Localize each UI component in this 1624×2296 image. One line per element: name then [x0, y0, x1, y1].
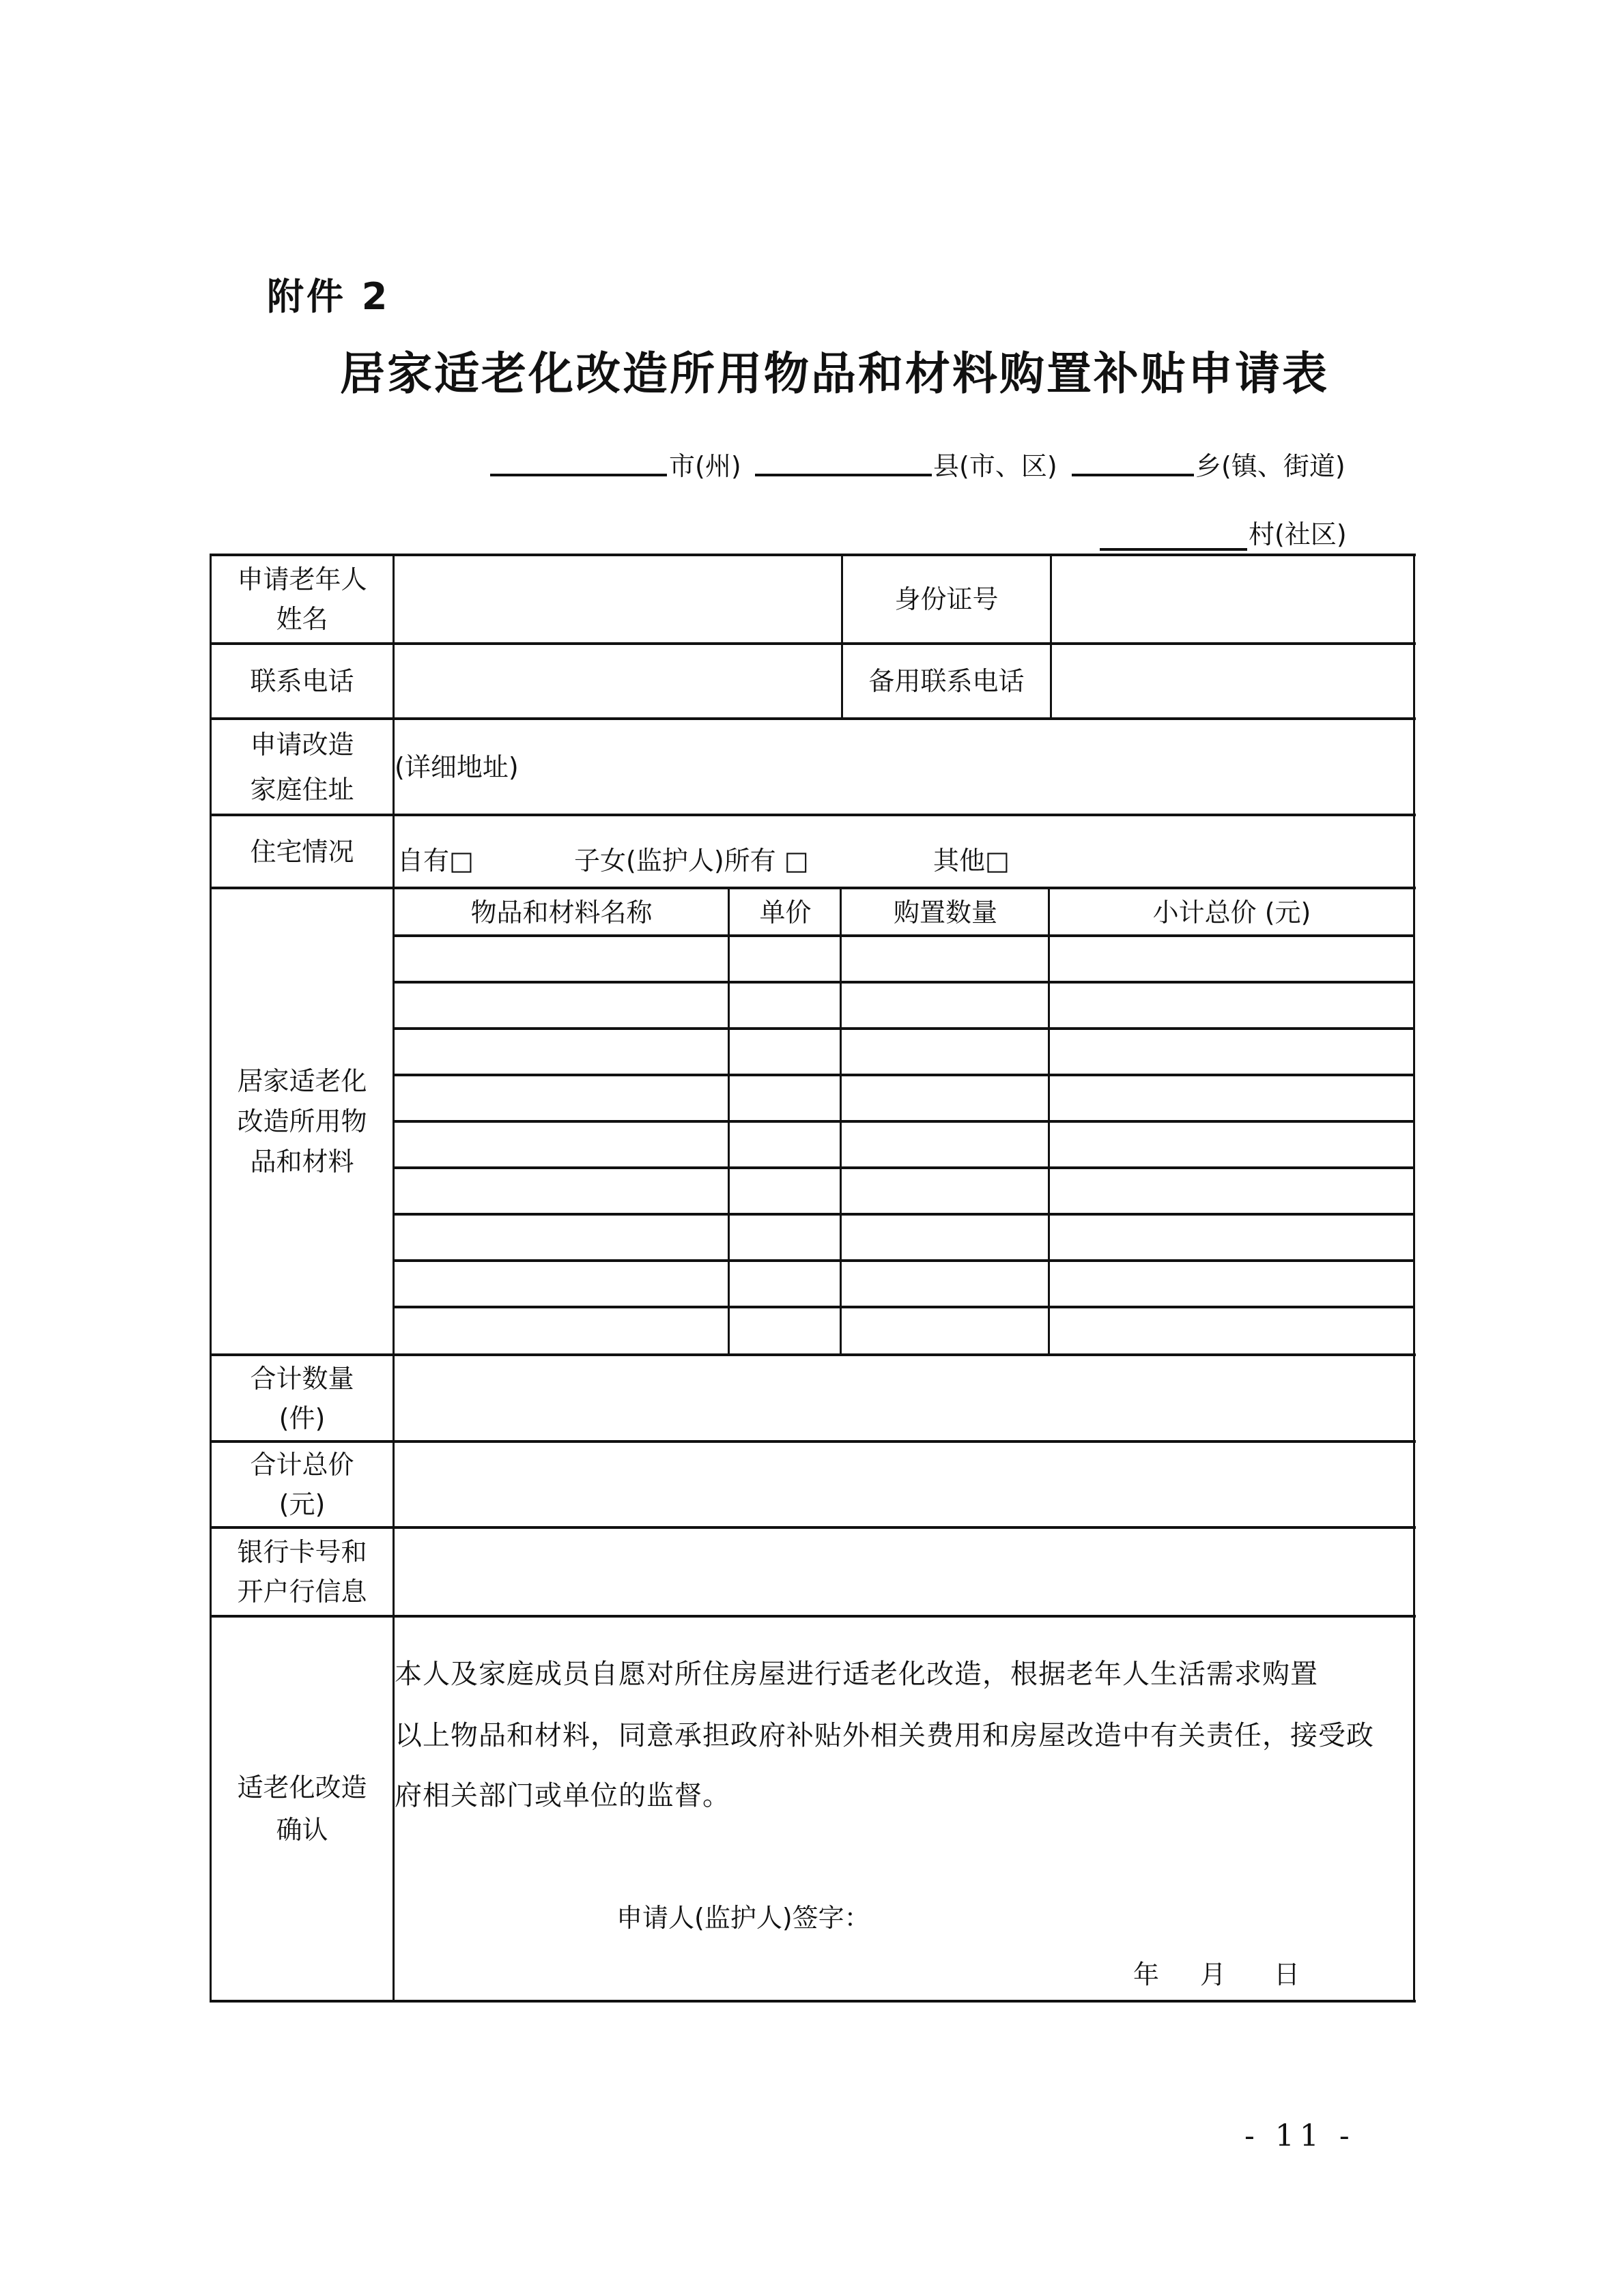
- id-number-label: 身份证号: [894, 584, 999, 614]
- village-label: 村(社区): [1249, 519, 1347, 549]
- quantity-cell[interactable]: [842, 1031, 1046, 1073]
- total-price-field[interactable]: [395, 1443, 1413, 1526]
- item-name-cell[interactable]: [395, 1123, 726, 1166]
- subtotal-cell[interactable]: [1051, 1263, 1412, 1305]
- unit-price-cell[interactable]: [730, 938, 838, 980]
- housing-label: 住宅情况: [250, 836, 354, 867]
- unit-price-cell[interactable]: [730, 1263, 838, 1305]
- confirm-text-line: 本人及家庭成员自愿对所住房屋进行适老化改造，根据老年人生活需求购置: [395, 1659, 1318, 1690]
- table-border-right: [1413, 554, 1415, 2003]
- materials-row-divider: [393, 1027, 1414, 1030]
- materials-col-subtotal: 小计总价 (元): [1152, 898, 1311, 928]
- date-month-label: 月: [1200, 1960, 1227, 1990]
- date-day-label: 日: [1274, 1960, 1300, 1990]
- item-name-cell[interactable]: [395, 938, 726, 980]
- subtotal-cell[interactable]: [1051, 1170, 1412, 1212]
- unit-price-cell[interactable]: [730, 1031, 838, 1073]
- unit-price-cell[interactable]: [730, 1170, 838, 1212]
- materials-row-divider: [393, 1074, 1414, 1076]
- total-quantity-label: 合计数量 (件): [250, 1363, 354, 1433]
- total-quantity-field[interactable]: [395, 1356, 1413, 1440]
- quantity-cell[interactable]: [842, 938, 1046, 980]
- subtotal-cell[interactable]: [1051, 938, 1412, 980]
- attachment-label: 附件 2: [267, 275, 390, 318]
- unit-price-cell[interactable]: [730, 1309, 838, 1351]
- housing-option-own[interactable]: 自有□: [397, 846, 474, 876]
- materials-col-unit-price: 单价: [759, 898, 812, 928]
- quantity-cell[interactable]: [842, 1216, 1046, 1259]
- item-name-cell[interactable]: [395, 1263, 726, 1305]
- materials-row-divider: [393, 1213, 1414, 1216]
- housing-option-children[interactable]: 子女(监护人)所有 □: [574, 846, 809, 876]
- city-blank[interactable]: [490, 474, 667, 476]
- id-number-field[interactable]: [1052, 556, 1413, 642]
- unit-price-cell[interactable]: [730, 1216, 838, 1259]
- subtotal-cell[interactable]: [1051, 1077, 1412, 1119]
- quantity-cell[interactable]: [842, 1263, 1046, 1305]
- unit-price-cell[interactable]: [730, 984, 838, 1027]
- applicant-name-label: 申请老年人 姓名: [237, 564, 367, 634]
- materials-col-name: 物品和材料名称: [470, 898, 653, 928]
- materials-row-divider: [393, 1259, 1414, 1262]
- quantity-cell[interactable]: [842, 984, 1046, 1027]
- confirm-text-line: 以上物品和材料，同意承担政府补贴外相关费用和房屋改造中有关责任，接受政: [395, 1720, 1374, 1751]
- bank-info-field[interactable]: [395, 1529, 1413, 1615]
- form-title: 居家适老化改造所用物品和材料购置补贴申请表: [340, 347, 1329, 400]
- village-blank[interactable]: [1100, 548, 1247, 551]
- materials-label: 居家适老化 改造所用物 品和材料: [237, 1065, 367, 1177]
- phone-label: 联系电话: [250, 666, 354, 696]
- unit-price-cell[interactable]: [730, 1077, 838, 1119]
- materials-col-quantity: 购置数量: [893, 898, 997, 928]
- materials-row-divider: [393, 1306, 1414, 1308]
- table-border-bottom: [210, 2000, 1416, 2003]
- item-name-cell[interactable]: [395, 1031, 726, 1073]
- page-number: - 11 -: [1244, 2119, 1355, 2153]
- subtotal-cell[interactable]: [1051, 984, 1412, 1027]
- date-year-label: 年: [1133, 1960, 1160, 1990]
- city-label: 市(州): [669, 451, 741, 481]
- backup-phone-field[interactable]: [1052, 645, 1413, 717]
- backup-phone-label: 备用联系电话: [868, 666, 1025, 696]
- item-name-cell[interactable]: [395, 1309, 726, 1351]
- item-name-cell[interactable]: [395, 984, 726, 1027]
- phone-field[interactable]: [395, 645, 841, 717]
- subtotal-cell[interactable]: [1051, 1309, 1412, 1351]
- subtotal-cell[interactable]: [1051, 1031, 1412, 1073]
- item-name-cell[interactable]: [395, 1216, 726, 1259]
- county-label: 县(市、区): [933, 451, 1057, 481]
- township-blank[interactable]: [1072, 474, 1194, 476]
- quantity-cell[interactable]: [842, 1077, 1046, 1119]
- item-name-cell[interactable]: [395, 1077, 726, 1119]
- materials-row-divider: [393, 981, 1414, 984]
- quantity-cell[interactable]: [842, 1123, 1046, 1166]
- county-blank[interactable]: [755, 474, 932, 476]
- township-label: 乡(镇、街道): [1195, 451, 1345, 481]
- address-label: 申请改造 家庭住址: [250, 729, 354, 805]
- item-name-cell[interactable]: [395, 1170, 726, 1212]
- quantity-cell[interactable]: [842, 1309, 1046, 1351]
- housing-option-other[interactable]: 其他□: [933, 846, 1010, 876]
- applicant-name-field[interactable]: [395, 556, 841, 642]
- address-field[interactable]: (详细地址): [395, 751, 519, 782]
- confirm-label: 适老化改造 确认: [237, 1773, 367, 1845]
- bank-info-label: 银行卡号和 开户行信息: [237, 1537, 367, 1607]
- subtotal-cell[interactable]: [1051, 1216, 1412, 1259]
- confirm-text-line: 府相关部门或单位的监督。: [395, 1780, 730, 1811]
- materials-row-divider: [393, 1120, 1414, 1123]
- subtotal-cell[interactable]: [1051, 1123, 1412, 1166]
- total-price-label: 合计总价 (元): [250, 1450, 354, 1519]
- quantity-cell[interactable]: [842, 1170, 1046, 1212]
- signature-field[interactable]: [737, 1897, 1120, 1936]
- signature-label: 申请人(监护人)签字：: [616, 1903, 870, 1933]
- materials-row-divider: [393, 1166, 1414, 1169]
- unit-price-cell[interactable]: [730, 1123, 838, 1166]
